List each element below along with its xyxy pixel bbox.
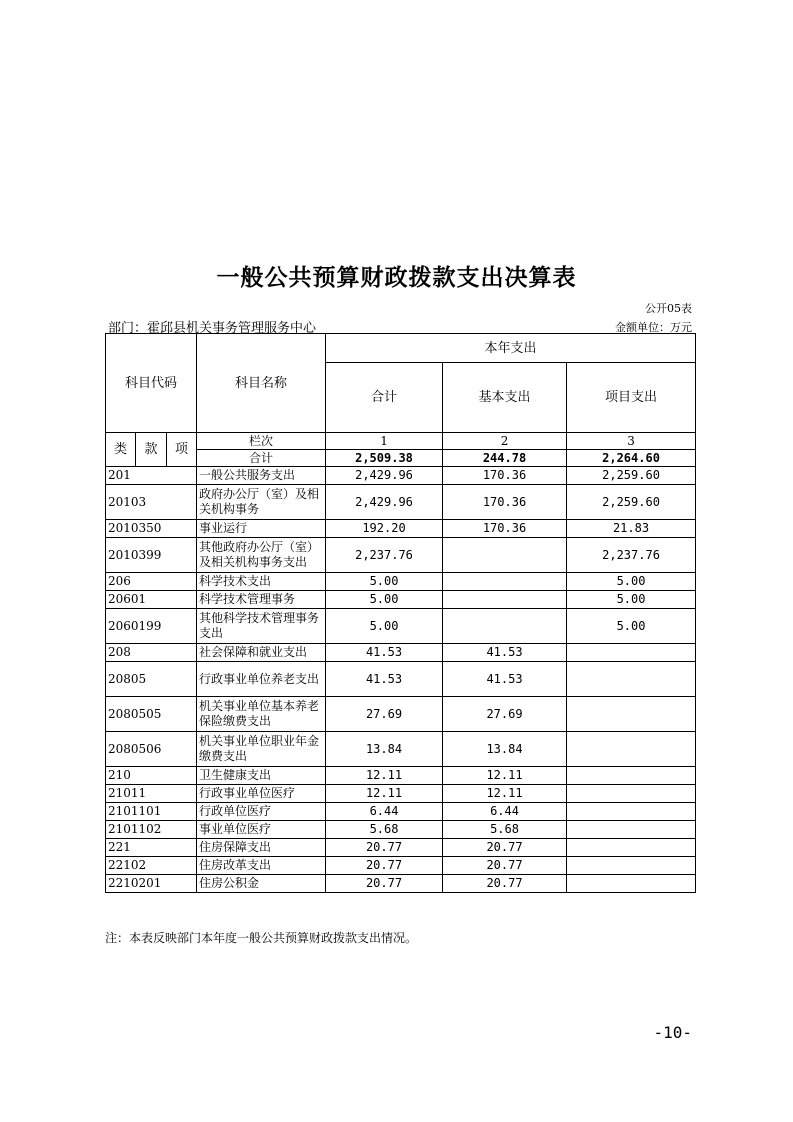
row-project <box>567 785 696 803</box>
row-basic: 5.68 <box>443 821 567 839</box>
row-project: 2,259.60 <box>567 485 696 520</box>
form-number: 公开05表 <box>645 302 692 315</box>
row-code: 20805 <box>106 662 197 697</box>
page-number: -10- <box>653 1023 692 1042</box>
table-row <box>106 821 696 839</box>
column-number-1: 1 <box>326 433 443 450</box>
row-project <box>567 821 696 839</box>
row-total: 12.11 <box>326 767 443 785</box>
row-total: 27.69 <box>326 697 443 732</box>
row-name: 住房改革支出 <box>197 857 326 875</box>
row-project <box>567 803 696 821</box>
row-code: 2080505 <box>106 697 197 732</box>
row-code: 2010399 <box>106 538 197 573</box>
row-total: 12.11 <box>326 785 443 803</box>
row-total: 20.77 <box>326 875 443 893</box>
row-code: 2080506 <box>106 732 197 767</box>
row-code: 210 <box>106 767 197 785</box>
row-project <box>567 732 696 767</box>
row-code: 2010350 <box>106 520 197 538</box>
table-row <box>106 467 696 485</box>
header-project: 项目支出 <box>567 363 696 433</box>
row-total: 20.77 <box>326 857 443 875</box>
table-row <box>106 839 696 857</box>
header-name: 科目名称 <box>197 334 326 433</box>
table-row <box>106 591 696 609</box>
table-row <box>106 662 696 697</box>
row-total: 6.44 <box>326 803 443 821</box>
row-project: 5.00 <box>567 573 696 591</box>
header-kuan: 款 <box>136 433 167 467</box>
row-name: 住房保障支出 <box>197 839 326 857</box>
row-name: 社会保障和就业支出 <box>197 644 326 662</box>
row-total: 2,429.96 <box>326 485 443 520</box>
row-code: 2101102 <box>106 821 197 839</box>
table-row <box>106 767 696 785</box>
row-project: 21.83 <box>567 520 696 538</box>
table-row <box>106 573 696 591</box>
row-total: 5.00 <box>326 573 443 591</box>
row-basic: 170.36 <box>443 520 567 538</box>
row-code: 22102 <box>106 857 197 875</box>
row-total: 41.53 <box>326 644 443 662</box>
row-basic: 27.69 <box>443 697 567 732</box>
row-basic <box>443 609 567 644</box>
table-row <box>106 875 696 893</box>
row-total: 5.00 <box>326 609 443 644</box>
row-name: 行政单位医疗 <box>197 803 326 821</box>
sum-project: 2,264.60 <box>567 450 696 467</box>
row-project: 2,259.60 <box>567 467 696 485</box>
row-basic: 20.77 <box>443 839 567 857</box>
row-name: 行政事业单位养老支出 <box>197 662 326 697</box>
table-row <box>106 644 696 662</box>
row-basic: 170.36 <box>443 485 567 520</box>
row-total: 41.53 <box>326 662 443 697</box>
column-number-2: 2 <box>443 433 567 450</box>
row-name: 卫生健康支出 <box>197 767 326 785</box>
row-name: 政府办公厅（室）及相关机构事务 <box>197 485 326 520</box>
row-total: 5.68 <box>326 821 443 839</box>
row-project <box>567 875 696 893</box>
row-project <box>567 662 696 697</box>
table-row <box>106 732 696 767</box>
row-name: 事业单位医疗 <box>197 821 326 839</box>
table-row <box>106 857 696 875</box>
header-basic: 基本支出 <box>443 363 567 433</box>
table-row <box>106 609 696 644</box>
sum-total: 2,509.38 <box>326 450 443 467</box>
row-name: 科学技术管理事务 <box>197 591 326 609</box>
row-basic: 6.44 <box>443 803 567 821</box>
table-note: 注：本表反映部门本年度一般公共预算财政拨款支出情况。 <box>105 931 418 945</box>
department-label: 部门：霍邱县机关事务管理服务中心 <box>108 321 317 336</box>
row-basic: 12.11 <box>443 767 567 785</box>
row-name: 行政事业单位医疗 <box>197 785 326 803</box>
table-row <box>106 538 696 573</box>
row-total: 192.20 <box>326 520 443 538</box>
row-project <box>567 839 696 857</box>
sum-label: 合计 <box>197 450 326 467</box>
table-row <box>106 785 696 803</box>
row-basic: 13.84 <box>443 732 567 767</box>
row-total: 2,237.76 <box>326 538 443 573</box>
column-label: 栏次 <box>197 433 326 450</box>
row-basic <box>443 591 567 609</box>
header-current-year: 本年支出 <box>326 334 696 363</box>
row-code: 21011 <box>106 785 197 803</box>
row-basic: 20.77 <box>443 857 567 875</box>
row-basic: 20.77 <box>443 875 567 893</box>
row-basic: 170.36 <box>443 467 567 485</box>
table-row <box>106 520 696 538</box>
row-code: 20103 <box>106 485 197 520</box>
header-xiang: 项 <box>167 433 197 467</box>
expenditure-table <box>105 333 696 893</box>
row-project <box>567 767 696 785</box>
sum-basic: 244.78 <box>443 450 567 467</box>
row-total: 13.84 <box>326 732 443 767</box>
row-basic: 41.53 <box>443 644 567 662</box>
row-name: 事业运行 <box>197 520 326 538</box>
row-total: 5.00 <box>326 591 443 609</box>
row-total: 20.77 <box>326 839 443 857</box>
row-project: 2,237.76 <box>567 538 696 573</box>
row-code: 201 <box>106 467 197 485</box>
header-lei: 类 <box>106 433 136 467</box>
table-row <box>106 697 696 732</box>
row-name: 一般公共服务支出 <box>197 467 326 485</box>
header-code: 科目代码 <box>106 334 197 433</box>
row-name: 科学技术支出 <box>197 573 326 591</box>
row-project <box>567 857 696 875</box>
header-total: 合计 <box>326 363 443 433</box>
row-basic <box>443 538 567 573</box>
row-code: 2101101 <box>106 803 197 821</box>
document-title: 一般公共预算财政拨款支出决算表 <box>216 264 577 291</box>
table-row <box>106 803 696 821</box>
row-code: 208 <box>106 644 197 662</box>
row-code: 2060199 <box>106 609 197 644</box>
row-total: 2,429.96 <box>326 467 443 485</box>
row-basic <box>443 573 567 591</box>
row-project <box>567 697 696 732</box>
row-project: 5.00 <box>567 609 696 644</box>
row-name: 其他科学技术管理事务支出 <box>197 609 326 644</box>
row-name: 住房公积金 <box>197 875 326 893</box>
row-name: 机关事业单位职业年金缴费支出 <box>197 732 326 767</box>
row-name: 其他政府办公厅（室）及相关机构事务支出 <box>197 538 326 573</box>
row-code: 2210201 <box>106 875 197 893</box>
row-project: 5.00 <box>567 591 696 609</box>
table-row <box>106 485 696 520</box>
row-project <box>567 644 696 662</box>
row-code: 206 <box>106 573 197 591</box>
column-number-3: 3 <box>567 433 696 450</box>
row-code: 221 <box>106 839 197 857</box>
amount-unit: 金额单位：万元 <box>615 321 692 334</box>
row-code: 20601 <box>106 591 197 609</box>
row-name: 机关事业单位基本养老保险缴费支出 <box>197 697 326 732</box>
row-basic: 12.11 <box>443 785 567 803</box>
row-basic: 41.53 <box>443 662 567 697</box>
